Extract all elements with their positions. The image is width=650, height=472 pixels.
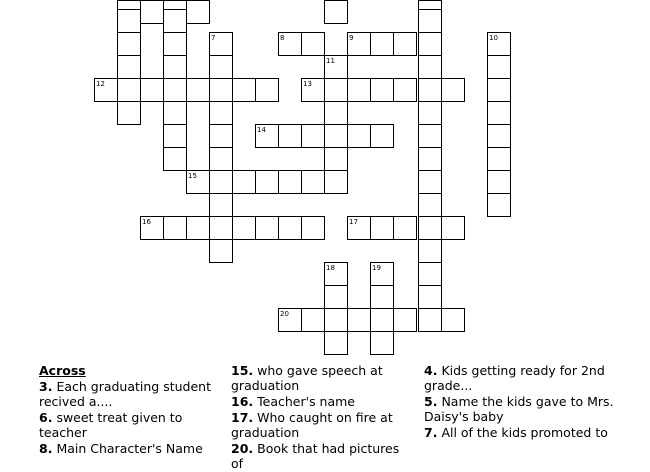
grid-cell[interactable] [394,33,417,56]
clue-number: 16 [142,218,151,226]
clues-column-2 [231,363,411,472]
grid-cell[interactable] [419,79,442,102]
grid-cell[interactable] [419,10,442,33]
grid-cell[interactable] [164,148,187,171]
clue-number: 17 [349,218,358,226]
clue-number: 7 [211,34,216,42]
grid-cell[interactable] [210,148,233,171]
grid-cell[interactable] [256,171,279,194]
grid-cell[interactable] [419,309,442,332]
clue-number: 20 [280,310,289,318]
grid-cell[interactable] [302,171,325,194]
grid-cell[interactable] [325,286,348,309]
clues-column-1 [39,363,214,457]
grid-cell[interactable] [325,1,348,24]
grid-cell[interactable] [141,79,164,102]
grid-cell[interactable] [371,286,394,309]
grid-cell[interactable] [348,125,371,148]
grid-cell[interactable] [279,171,302,194]
grid-cell[interactable] [394,217,417,240]
grid-cell[interactable] [233,79,256,102]
clue-across-17: 17. Who caught on fire at graduation [231,410,393,440]
grid-cell[interactable] [279,217,302,240]
grid-cell[interactable] [325,332,348,355]
clue-number: 14 [257,126,266,134]
grid-cell[interactable] [302,309,325,332]
grid-cell[interactable] [325,148,348,171]
grid-cell[interactable] [164,79,187,102]
clue-number: 18 [326,264,335,272]
clue-across-8: 8. Main Character's Name [39,441,203,456]
clue-down-7: 7. All of the kids promoted to [424,425,608,440]
grid-cell[interactable] [371,309,394,332]
grid-cell[interactable] [325,309,348,332]
grid-cell[interactable] [371,217,394,240]
grid-cell[interactable] [488,171,511,194]
grid-cell[interactable] [210,240,233,263]
grid-cell[interactable] [371,125,394,148]
grid-cell[interactable] [187,1,210,24]
grid-cell[interactable] [348,79,371,102]
grid-cell[interactable] [164,125,187,148]
grid-cell[interactable] [419,125,442,148]
clues-column-3 [424,363,624,441]
grid-cell[interactable] [488,56,511,79]
grid-cell[interactable] [442,79,465,102]
grid-cell[interactable] [394,79,417,102]
grid-cell[interactable] [164,217,187,240]
grid-cell[interactable] [302,125,325,148]
grid-cell[interactable] [256,79,279,102]
grid-cell[interactable] [419,194,442,217]
grid-cell[interactable] [141,1,164,24]
grid-cell[interactable] [164,33,187,56]
clue-number: 9 [349,34,354,42]
across-heading: Across [39,363,86,378]
grid-cell[interactable] [488,148,511,171]
grid-cell[interactable] [325,171,348,194]
grid-cell[interactable] [488,194,511,217]
grid-cell[interactable] [210,56,233,79]
grid-cell[interactable] [419,240,442,263]
grid-cell[interactable] [187,79,210,102]
grid-cell[interactable] [118,56,141,79]
grid-cell[interactable] [118,79,141,102]
grid-cell[interactable] [488,125,511,148]
grid-cell[interactable] [187,217,210,240]
grid-cell[interactable] [419,33,442,56]
clue-across-3: 3. Each graduating student recived a.... [39,379,212,409]
grid-cell[interactable] [325,79,348,102]
grid-cell[interactable] [419,102,442,125]
grid-cell[interactable] [442,309,465,332]
grid-cell[interactable] [164,56,187,79]
grid-cell[interactable] [302,33,325,56]
grid-cell[interactable] [419,148,442,171]
grid-cell[interactable] [394,309,417,332]
grid-cell[interactable] [419,56,442,79]
grid-cell[interactable] [256,217,279,240]
grid-cell[interactable] [419,263,442,286]
grid-cell[interactable] [210,79,233,102]
grid-cell[interactable] [210,125,233,148]
grid-cell[interactable] [233,217,256,240]
grid-cell[interactable] [442,217,465,240]
grid-cell[interactable] [233,171,256,194]
clue-across-6: 6. sweet treat given to teacher [39,410,183,440]
clue-down-4: 4. Kids getting ready for 2nd grade... [424,363,605,393]
clue-number: 15 [188,172,197,180]
grid-cell[interactable] [210,171,233,194]
grid-cell[interactable] [279,125,302,148]
grid-cell[interactable] [164,10,187,33]
grid-cell[interactable] [118,102,141,125]
grid-cell[interactable] [488,102,511,125]
grid-cell[interactable] [210,194,233,217]
grid-cell[interactable] [419,286,442,309]
grid-cell[interactable] [348,309,371,332]
grid-cell[interactable] [302,217,325,240]
clue-number: 8 [280,34,285,42]
clue-number: 10 [489,34,498,42]
grid-cell[interactable] [118,33,141,56]
clue-number: 13 [303,80,312,88]
grid-cell[interactable] [325,102,348,125]
grid-cell[interactable] [371,332,394,355]
clue-down-5: 5. Name the kids gave to Mrs. Daisy's baby [424,394,614,424]
grid-cell[interactable] [419,217,442,240]
grid-cell[interactable] [210,102,233,125]
grid-cell[interactable] [210,217,233,240]
clue-number: 12 [96,80,105,88]
grid-cell[interactable] [164,102,187,125]
grid-cell[interactable] [419,171,442,194]
clue-number: 19 [372,264,381,272]
clue-across-20: 20. Book that had pictures of [231,441,400,471]
grid-cell[interactable] [325,125,348,148]
grid-cell[interactable] [488,79,511,102]
clue-across-16: 16. Teacher's name [231,394,355,409]
grid-cell[interactable] [118,10,141,33]
grid-cell[interactable] [371,33,394,56]
clue-across-15: 15. who gave speech at graduation [231,363,383,393]
grid-cell[interactable] [371,79,394,102]
clue-number: 11 [326,57,335,65]
